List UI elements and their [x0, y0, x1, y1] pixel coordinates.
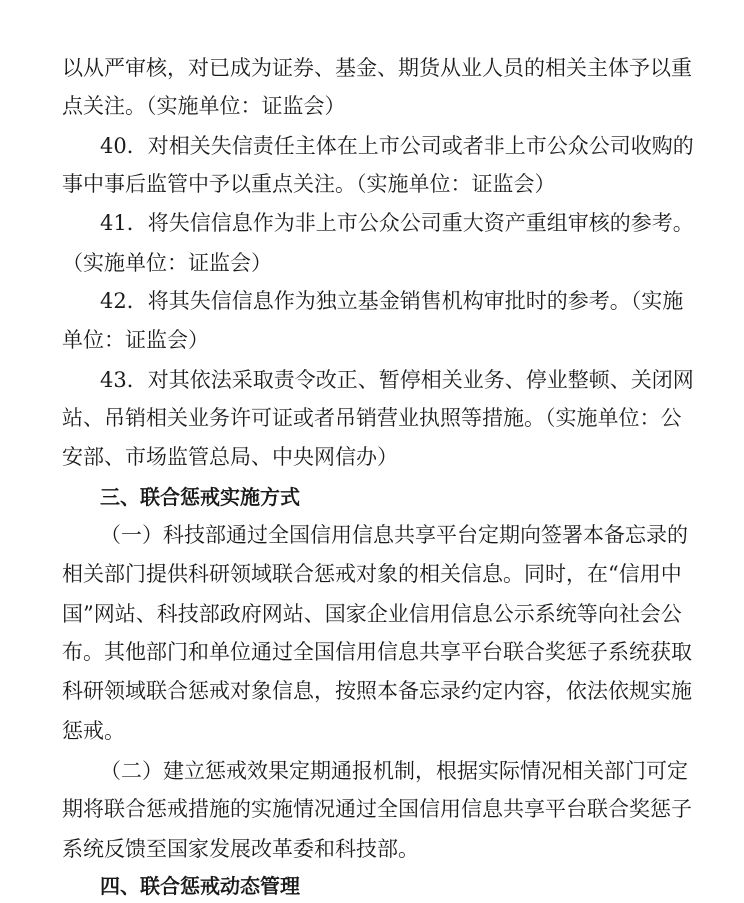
- text-line: 安部、市场监管总局、中央网信办）: [62, 445, 398, 469]
- text-line: 站、吊销相关业务许可证或者吊销营业执照等措施。（实施单位：公: [62, 406, 682, 430]
- text-line: 41．将失信信息作为非上市公众公司重大资产重组审核的参考。: [100, 211, 694, 235]
- text-line: 相关部门提供科研领域联合惩戒对象的相关信息。同时，在“信用中: [62, 562, 682, 586]
- text-line: 国”网站、科技部政府网站、国家企业信用信息公示系统等向社会公: [62, 602, 682, 626]
- text-line: （一）科技部通过全国信用信息共享平台定期向签署本备忘录的: [100, 523, 688, 547]
- text-line: 42．将其失信信息作为独立基金销售机构审批时的参考。（实施: [100, 289, 684, 313]
- section-heading: 三、联合惩戒实施方式: [100, 485, 300, 509]
- text-line: 科研领域联合惩戒对象信息，按照本备忘录约定内容，依法依规实施: [62, 679, 692, 703]
- text-line: （实施单位：证监会）: [62, 251, 272, 275]
- text-line: 43．对其依法采取责令改正、暂停相关业务、停业整顿、关闭网: [100, 368, 694, 392]
- text-line: 事中事后监管中予以重点关注。（实施单位：证监会）: [62, 172, 556, 196]
- text-line: 系统反馈至国家发展改革委和科技部。: [62, 837, 419, 861]
- text-line: 单位：证监会）: [62, 328, 209, 352]
- text-line: （二）建立惩戒效果定期通报机制，根据实际情况相关部门可定: [100, 759, 688, 783]
- text-line: 点关注。（实施单位：证监会）: [62, 94, 346, 118]
- text-line: 惩戒。: [62, 719, 125, 743]
- text-line: 40．对相关失信责任主体在上市公司或者非上市公众公司收购的: [100, 134, 694, 158]
- text-line: 期将联合惩戒措施的实施情况通过全国信用信息共享平台联合奖惩子: [62, 797, 692, 821]
- text-line: 以从严审核，对已成为证券、基金、期货从业人员的相关主体予以重: [62, 56, 692, 80]
- text-line: 布。其他部门和单位通过全国信用信息共享平台联合奖惩子系统获取: [62, 640, 692, 664]
- section-heading: 四、联合惩戒动态管理: [100, 874, 300, 898]
